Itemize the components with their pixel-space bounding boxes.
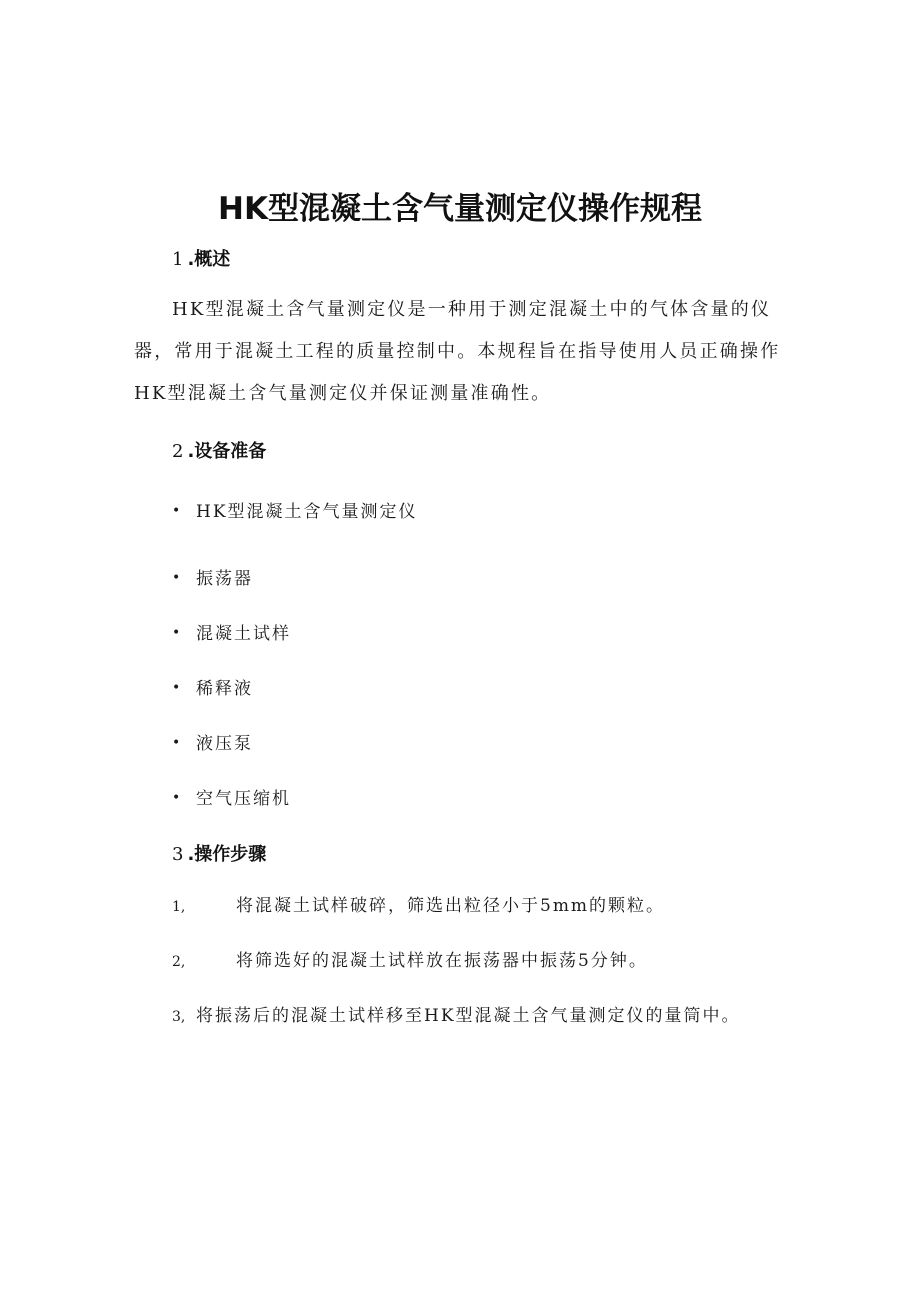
list-item-text: HK型混凝土含气量测定仪 (196, 502, 418, 522)
step-item (172, 946, 648, 971)
list-item-text: 空气压缩机 (196, 789, 291, 809)
section-title: .概述 (187, 249, 231, 270)
list-item (172, 729, 253, 754)
list-item-text: 振荡器 (196, 569, 253, 589)
section-title: .操作步骤 (187, 844, 267, 865)
step-text: 将混凝土试样破碎，筛选出粒径小于5mm的颗粒。 (236, 896, 666, 916)
step-number: 1, (172, 899, 186, 915)
section-heading-steps (172, 840, 266, 866)
step-item (172, 1001, 741, 1026)
section-heading-overview (172, 245, 230, 271)
bullet-icon: • (172, 790, 183, 806)
section-title: .设备准备 (187, 441, 267, 462)
paragraph-line: HK型混凝土含气量测定仪并保证测量准确性。 (134, 383, 552, 404)
step-item (172, 891, 665, 916)
step-number: 3, (172, 1009, 186, 1025)
list-item (172, 784, 291, 809)
bullet-icon: • (172, 680, 183, 696)
list-item (172, 497, 418, 522)
section-number: 2 (172, 441, 184, 462)
bullet-icon: • (172, 503, 183, 519)
section-heading-equipment (172, 437, 266, 463)
bullet-icon: • (172, 570, 183, 586)
paragraph-line: 器，常用于混凝土工程的质量控制中。本规程旨在指导使用人员正确操作 (134, 341, 781, 362)
paragraph-line: HK型混凝土含气量测定仪是一种用于测定混凝土中的气体含量的仪 (172, 299, 772, 320)
list-item (172, 564, 253, 589)
list-item-text: 混凝土试样 (196, 624, 291, 644)
document-title: HK型混凝土含气量测定仪操作规程 (218, 191, 702, 227)
bullet-icon: • (172, 735, 183, 751)
step-text: 将筛选好的混凝土试样放在振荡器中振荡5分钟。 (236, 951, 648, 971)
list-item-text: 液压泵 (196, 734, 253, 754)
list-item (172, 619, 291, 644)
list-item-text: 稀释液 (196, 679, 253, 699)
bullet-icon: • (172, 625, 183, 641)
section-number: 3 (172, 844, 184, 865)
list-item (172, 674, 253, 699)
step-number: 2, (172, 954, 186, 970)
section-number: 1 (172, 249, 184, 270)
step-text: 将振荡后的混凝土试样移至HK型混凝土含气量测定仪的量筒中。 (196, 1006, 741, 1026)
